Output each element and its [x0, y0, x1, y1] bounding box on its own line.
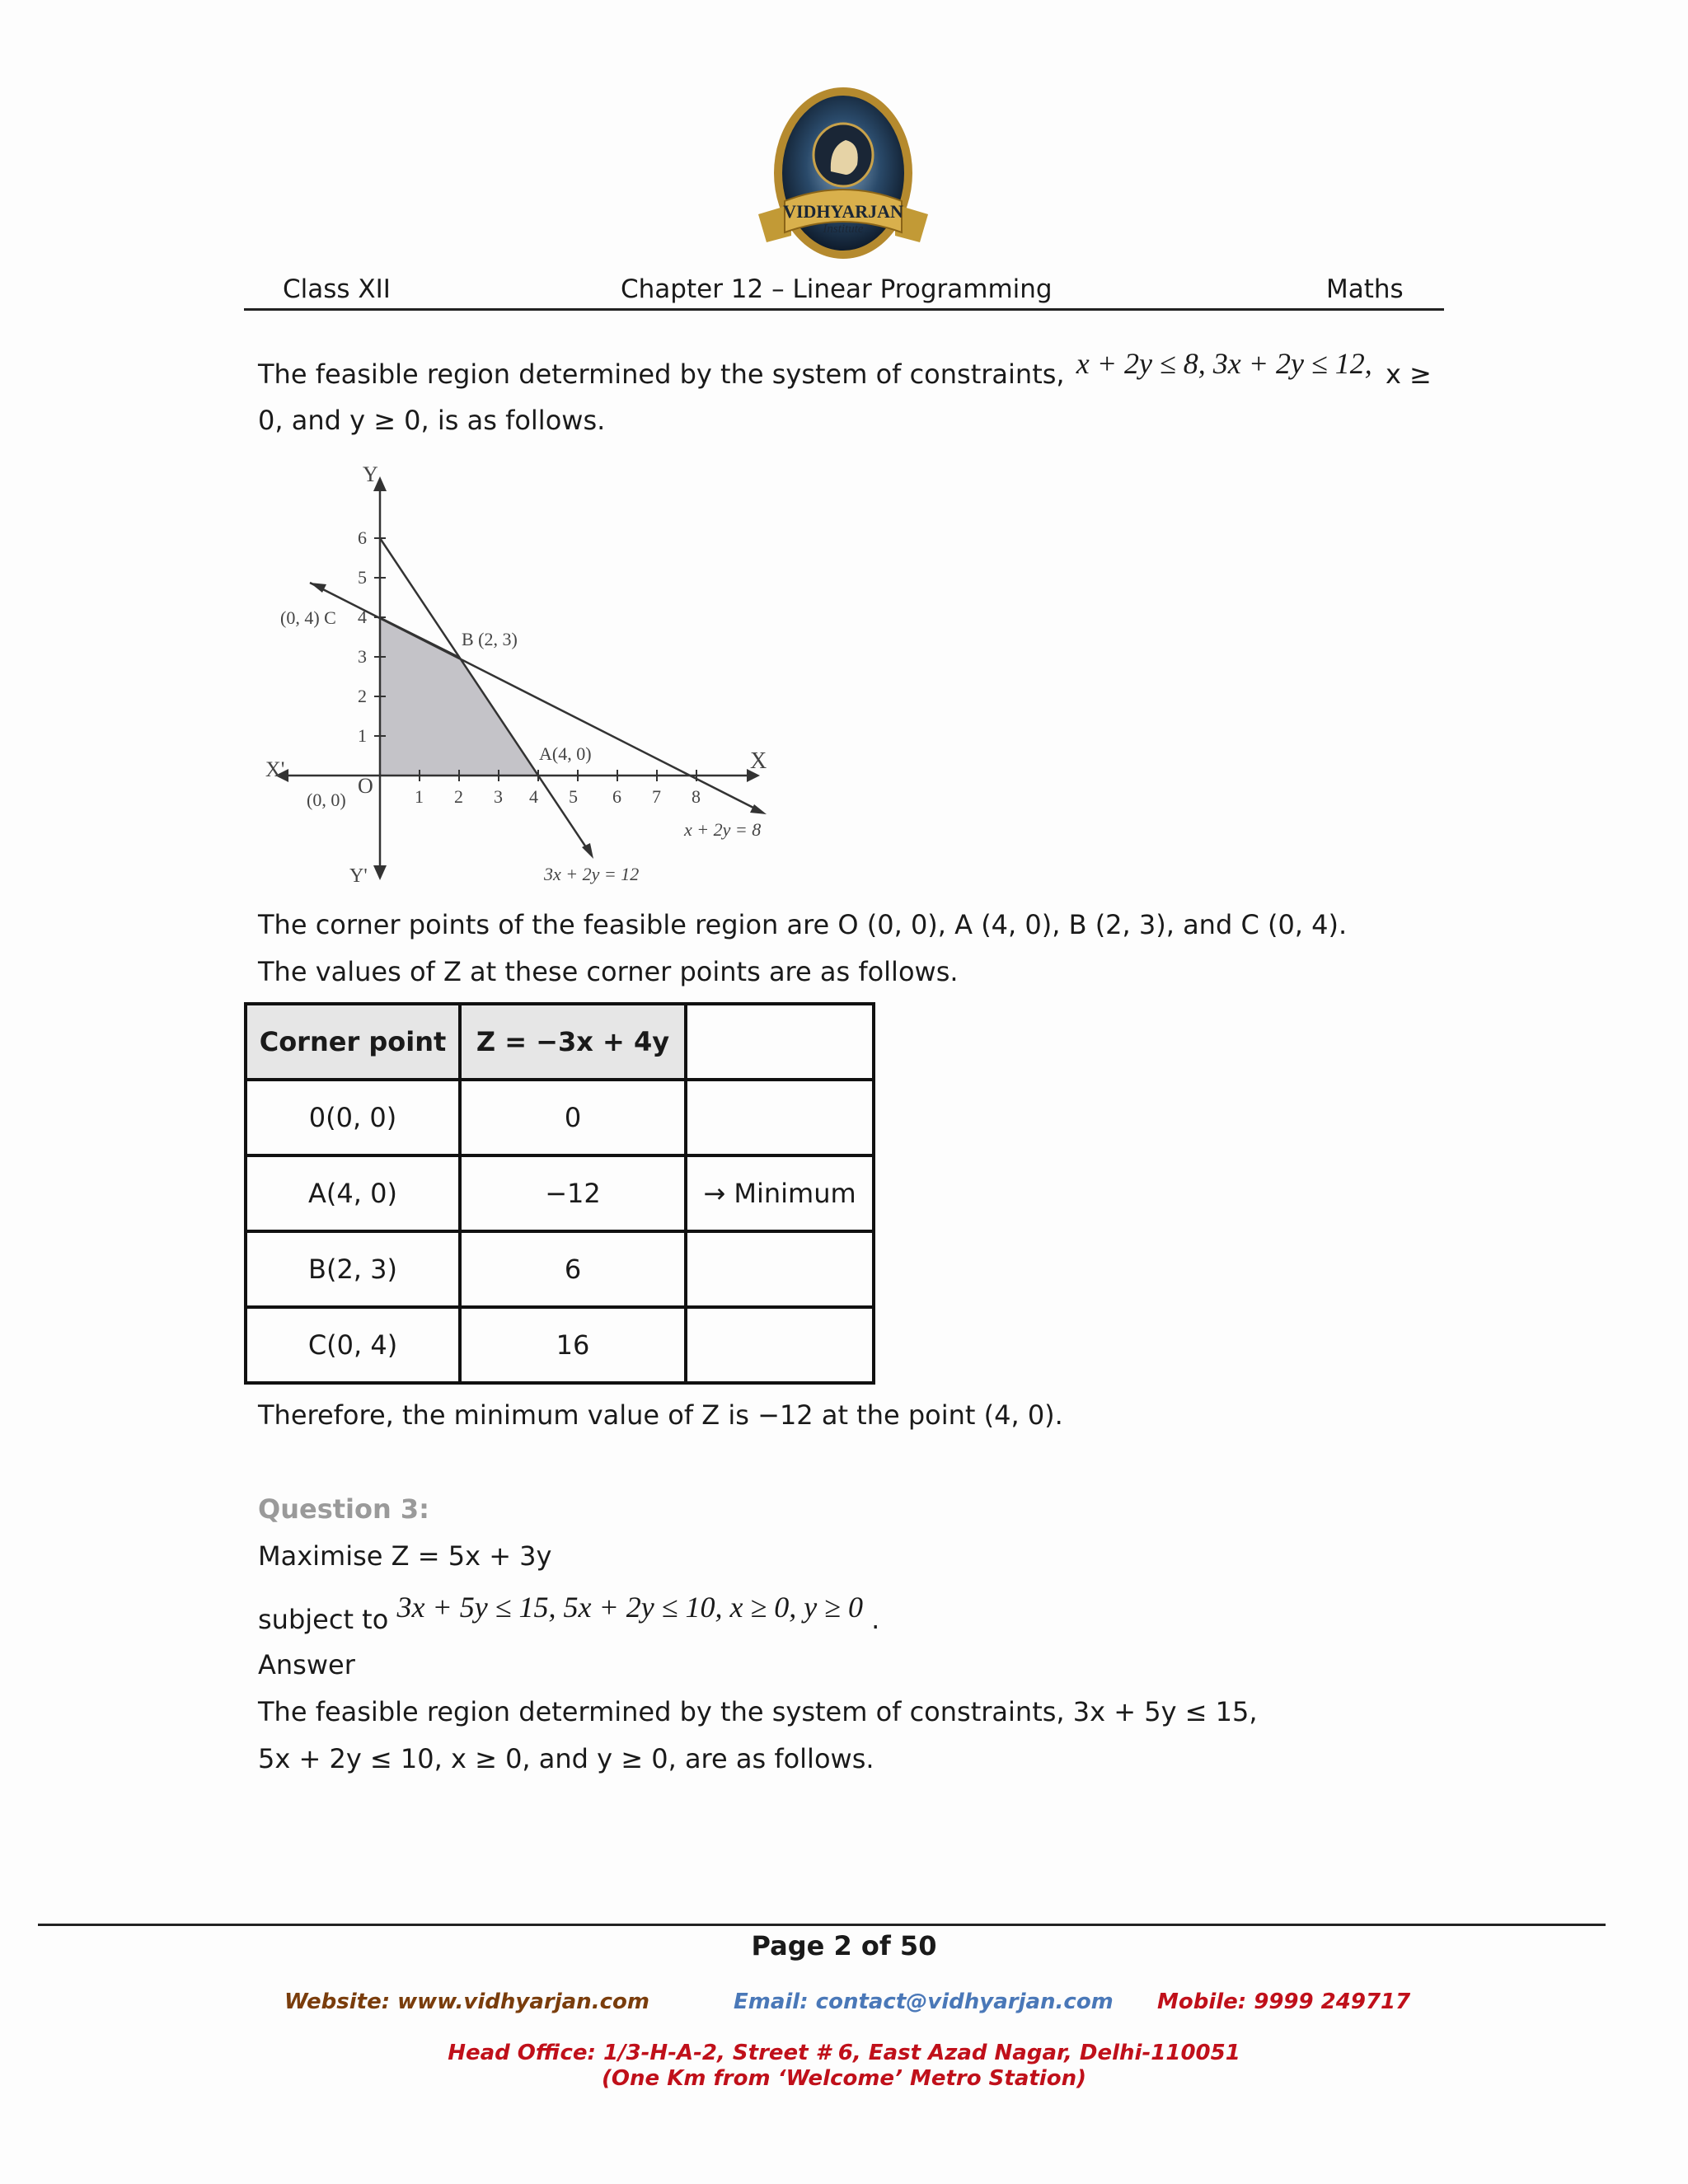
line-x-plus-2y-label: x + 2y = 8: [684, 819, 762, 840]
header-chapter: Chapter 12 – Linear Programming: [621, 274, 1053, 304]
footer-website[interactable]: Website: www.vidhyarjan.com: [284, 1990, 649, 2014]
table-cell: [686, 1307, 874, 1383]
table-cell: → Minimum: [686, 1155, 874, 1231]
header-class: Class XII: [283, 274, 391, 304]
table-header-cell: [686, 1004, 874, 1080]
header-subject: Maths: [1326, 274, 1404, 304]
intro-text-end: x ≥: [1385, 359, 1432, 390]
subject-to-text: subject to: [258, 1604, 389, 1635]
feasible-region-graph: [260, 463, 796, 892]
intro-line-2: 0, and y ≥ 0, is as follows.: [258, 405, 606, 436]
corner-points-line-1: The corner points of the feasible region are O (0, 0), A (4, 0), B (2, 3), and C (0, 4).: [258, 909, 1348, 940]
y-tick-label: 1: [358, 725, 367, 746]
y-tick-label: 5: [358, 567, 367, 588]
y-tick-label: 2: [358, 686, 367, 706]
footer-rule: [38, 1924, 1606, 1926]
corner-points-table: [244, 1002, 875, 1385]
answer-label: Answer: [258, 1649, 355, 1680]
corner-points-line-2: The values of Z at these corner points are as follows.: [258, 956, 959, 987]
question-3-constraints-line: [258, 1591, 880, 1643]
table-header-cell: Z = −3x + 4y: [460, 1004, 686, 1080]
question-3-title: Question 3:: [258, 1493, 429, 1525]
conclusion-text: Therefore, the minimum value of Z is −12 at the point (4, 0).: [258, 1399, 1063, 1431]
line-3x-plus-2y-label: 3x + 2y = 12: [544, 864, 640, 884]
constraints-formula: x + 2y ≤ 8, 3x + 2y ≤ 12,: [1076, 347, 1372, 380]
x-tick-label: 4: [529, 786, 538, 807]
y-tick-label: 4: [358, 607, 367, 627]
y-axis-neg-label: Y': [349, 865, 368, 887]
answer-line-2: 5x + 2y ≤ 10, x ≥ 0, and y ≥ 0, are as follows.: [258, 1743, 874, 1774]
table-cell: 0: [460, 1080, 686, 1155]
line-x-plus-2y-arrow-right: [750, 804, 767, 814]
question-3-objective: Maximise Z = 5x + 3y: [258, 1540, 552, 1572]
table-cell: B(2, 3): [246, 1231, 460, 1307]
header-rule: [244, 308, 1444, 311]
x-axis-neg-label: X': [265, 757, 285, 781]
table-header-row: [246, 1004, 874, 1080]
question-3-constraints-formula: 3x + 5y ≤ 15, 5x + 2y ≤ 10, x ≥ 0, y ≥ 0: [396, 1591, 863, 1624]
table-cell: 0(0, 0): [246, 1080, 460, 1155]
point-b-label: B (2, 3): [462, 629, 518, 649]
table-cell: [686, 1231, 874, 1307]
intro-line-1: [258, 349, 1432, 398]
y-tick-label: 3: [358, 646, 367, 667]
x-tick-label: 7: [652, 786, 661, 807]
x-tick-label: 1: [415, 786, 424, 807]
table-row: [246, 1155, 874, 1231]
point-a-label: A(4, 0): [539, 743, 592, 764]
table-row: [246, 1307, 874, 1383]
table-cell: −12: [460, 1155, 686, 1231]
x-tick-label: 8: [692, 786, 701, 807]
origin-coord-label: (0, 0): [307, 790, 346, 810]
point-c-label: (0, 4) C: [280, 607, 336, 628]
intro-text: The feasible region determined by the system of constraints,: [258, 359, 1065, 390]
table-row: [246, 1231, 874, 1307]
table-cell: [686, 1080, 874, 1155]
x-tick-label: 3: [494, 786, 503, 807]
table-row: [246, 1080, 874, 1155]
x-tick-label: 6: [612, 786, 621, 807]
logo-text: VIDHYARJAN: [783, 201, 903, 222]
footer-email[interactable]: Email: contact@vidhyarjan.com: [734, 1990, 1114, 2014]
x-tick-label: 2: [454, 786, 463, 807]
line-x-plus-2y-arrow-left: [310, 583, 326, 593]
origin-label: O: [358, 774, 373, 798]
x-tick-label: 5: [569, 786, 578, 807]
institute-logo: [742, 81, 945, 272]
y-axis-neg-arrow: [373, 865, 387, 880]
x-axis-label: X: [750, 748, 767, 774]
table-cell: C(0, 4): [246, 1307, 460, 1383]
footer-office: Head Office: 1/3-H-A-2, Street # 6, East Azad Nagar, Delhi-110051: [448, 2041, 1240, 2065]
answer-line-1: The feasible region determined by the system of constraints, 3x + 5y ≤ 15,: [258, 1696, 1258, 1727]
logo-subtext: Institute: [823, 223, 864, 236]
y-tick-label: 6: [358, 527, 367, 548]
table-cell: 6: [460, 1231, 686, 1307]
y-axis-label: Y: [363, 463, 378, 486]
page-number: Page 2 of 50: [751, 1930, 937, 1961]
footer-mobile: Mobile: 9999 249717: [1157, 1990, 1411, 2014]
table-header-cell: Corner point: [246, 1004, 460, 1080]
table-cell: 16: [460, 1307, 686, 1383]
question-3-period: .: [871, 1604, 880, 1635]
table-cell: A(4, 0): [246, 1155, 460, 1231]
footer-office-note: (One Km from ‘Welcome’ Metro Station): [602, 2066, 1086, 2091]
